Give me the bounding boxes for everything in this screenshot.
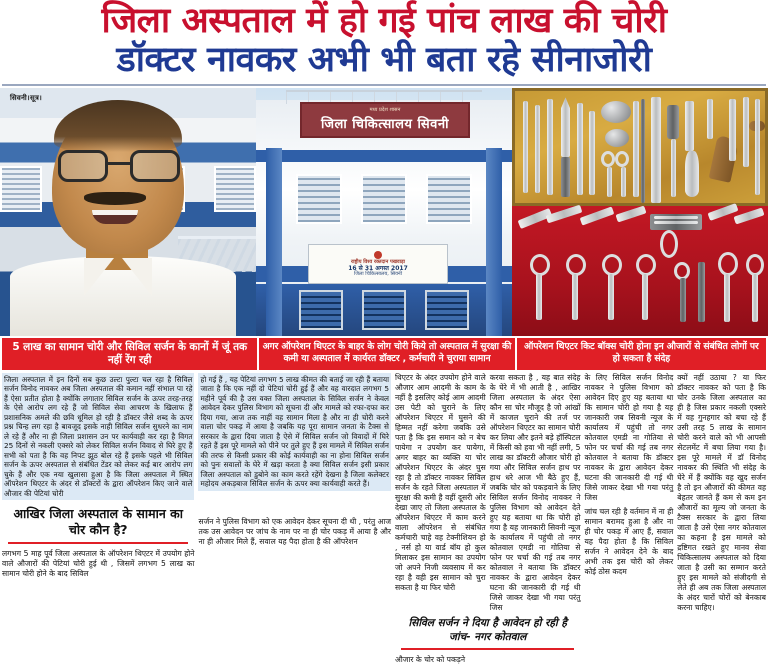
column-4-sub-a — [584, 373, 673, 613]
building-base-window — [299, 290, 343, 330]
glasses-bridge — [108, 162, 130, 165]
column-2-paragraph: हो गई हैं , यह पेटियां लगभग 5 लाख कीमत की बताई जा रही हैं बताया जाता है कि एक नहीं दो पेटियां चोरी हुई हैं और वह वारदात लगभग 5 महीने पूर्व की है उस वक्त जिला अस्पताल के सिविल सर्जन ने केवल आवेदन देकर पुलिस विभाग को सूचना दी और मामले को रफा-दफा कर दिया गया, आज तक नाहीं वह सामान मिला है और ना ही चोरी करने वाला चोर पकड़ में आया है जबकि यह पूरा सामान जनता के टैक्स से सरकार के द्वारा दिया जाता है ऐसे में सिविल सर्जन जो विवादों में घिरे रहते हैं इस पूरे मामले को पीने पर तुले हुए हैं इस मामले में सिविल सर्जन की तरफ से किसी प्रकार की कोई कार्यवाही का ना होना सिविल सर्जन को पुनः सवालों के घेरे में खड़ा करता है क्या सिविल सर्जन इसी प्रकार जिला अस्पताल को डुबोने का काम करते रहेंगे देखना है जिला कलेक्टर महोदय अकड़बाज सिविल सर्जन के ऊपर क्या कार्यवाही करते हैं। — [200, 374, 389, 489]
column-4-sub-b — [677, 373, 766, 613]
column-4-paragraph-a: के लिए सिविल सर्जन विनोद नावकर ने पुलिस विभाग को आवेदन दिए हुए यह बताया था कि सामान चोरी हो गया है यह जानकारी जब सिवनी न्यूज के कार्यालय में पहुंची तो नगर कोतवाल एमडी ना गोतिया से फोन पर चर्चा की गई तब नगर कोतवाल ने बताया कि डॉक्टर नावकर के द्वारा आवेदन देकर घटना की जानकारी दी गई थी जिसे जाकर देखा भी गया परंतु जिस — [584, 372, 674, 503]
caption-bar-3: ऑपरेशन थिएटर किट बॉक्स चोरी होना इन औजारों से संबंधित लोगों पर हो सकता है संदेह — [517, 338, 766, 370]
column-1-tinted-block — [2, 373, 194, 500]
headline-line-2: डॉक्टर नावकर अभी भी बता रहे सीनाजोरी — [116, 40, 652, 81]
subheadline-1: आखिर जिला अस्पताल के सामान का चोर कौन है? — [13, 506, 183, 537]
headline-divider — [2, 84, 766, 86]
caption-bar-2: अगर ऑपरेशन थिएटर के बाहर के लोग चोरी किये तो अस्पताल में सुरक्षा की कमी या अस्पताल में कार्यरत डॉक्टर , कर्मचारी ने चुराया सामान — [259, 338, 514, 370]
banner-line-1: राष्ट्रीय विश्व रक्तदान पखवाड़ा — [351, 258, 405, 265]
bg-window — [0, 166, 42, 212]
article-body — [0, 370, 768, 665]
building-pillar-right — [486, 148, 502, 336]
column-2-tinted-block — [198, 373, 390, 491]
building-base-window-row — [290, 290, 478, 330]
column-4-paragraph-b: क्यों नहीं उठाया ? या फिर डॉक्टर नावकर को पता है कि चोर उनके जिला अस्पताल का ही है जिस प्रकार नकली एक्सरे में वह गुनहगार को बचा रहे हैं उसी तरह 5 लाख के सामान चोरी करने वाले को भी आपसी सेटलमेंट में बचा लिया गया है। इस पूरे मामले में डॉ विनोद नावकर की स्थिति भी संदेह के घेरे में हैं क्योंकि वह खुद सर्जन है तो इन औजारों की कीमत वह बेहतर जानते हैं कम से कम इन औजारों का मूल्य जो जनता के टैक्स सरकार के द्वारा लिया जाता है उसे ऐसा नगर कोतवाल का कहना है इस मामले को द्रष्टिगत रखते हुए मानव सेवा चिकित्सालय अस्पताल को दिया जाता है उसी का सम्मान करते हुए इस मामले को संजीदगी से लेते ही अब तक जिला अस्पताल के अंदर चारों चोरों को बेनकाब करना चाहिए। — [677, 372, 766, 613]
column-3-paragraph-a: थिएटर के अंदर उपयोग होने वाले औजार आम आदमी के काम के नहीं है इसलिए कोई आम आदमी उस पेटी को चुराने के लिए ऑपरेशन थिएटर में घुसने की हिम्मत नहीं करेगा जबकि उसे पता है कि इस समान को न बेच पायेगा न उपयोग कर पायेगा, अगर बाहर का व्यक्ति या चोर ऑपरेशन थिएटर के अंदर घुस रहा है तो डॉक्टर नावकर सिविल सर्जन के रहते जिला अस्पताल में सुरक्षा की कमी है वहीं दूसरी ओर देखा जाए तो जिला अस्पताल के ऑपरेशन थिएटर में काम करने वाला ऑपरेशन से संबंधित कर्मचारी चाहे वह टेक्नीशियन हो , नर्स हो या वार्ड बॉय हो कुल मिलाकर इस सामान का उपयोग जो अपने निजी व्यवसाय में कर रहा है वही इस सामान को चुरा सकता है या फिर चोरी — [394, 372, 486, 593]
photo-portrait-civil-surgeon — [0, 88, 256, 336]
banner-logo-icon — [374, 251, 382, 259]
blood-donation-banner — [308, 244, 448, 284]
headline-block — [0, 0, 768, 80]
building-base-window — [425, 290, 469, 330]
column-4-split — [584, 373, 766, 613]
building-window-row — [286, 174, 482, 224]
column-3-paragraph-b: करवा सकता है , यह बात संदेह के घेरे में भी आती है , आखिर जिला अस्पताल के अंदर ऐसा कौन सा चोर मौजूद है जो आंखों में काजल चुराने की तर्ज पर ऑपरेशन थिएटर का सामान चोरी कर लिया और इतने बड़े हॉस्पिटल में किसी को हवा भी नहीं लगी, 5 लाख का डॉक्टरी औजार चोरी हो गया और सिविल सर्जन हाथ पर हाथ धरे आज भी बैठे हुए हैं, जबकि चोर को पकड़वाने के लिए सिविल सर्जन विनोद नावकर ने पुलिस विभाग को आवेदन देते हुए यह बताया था कि चोरी हो गया है यह जानकारी सिवनी न्यूज के कार्यालय में पहुंची तो नगर कोतवाल एमडी ना गोतिया से फोन पर चर्चा की गई तब नगर कोतवाल ने बताया कि डॉक्टर नावकर के द्वारा आवेदन देकर घटना की जानकारी दी गई थी जिसे जाकर देखा भी गया परंतु जिस — [489, 372, 581, 613]
portrait-collar-left — [84, 258, 114, 296]
article-column-2 — [198, 373, 390, 646]
portrait-glasses — [58, 150, 180, 184]
signboard-title: जिला चिकित्सालय सिवनी — [321, 117, 449, 133]
building-window — [296, 174, 342, 224]
instrument-tray-red — [512, 206, 768, 336]
column-3-sub-a — [395, 373, 486, 613]
article-column-1 — [2, 373, 194, 646]
photo-surgical-instruments — [512, 88, 768, 336]
building-pillar-left — [266, 148, 282, 336]
headline-line-1: जिला अस्पताल में हो गई पांच लाख की चोरी — [101, 1, 667, 41]
photo-credit: सिवनी।सूत्र। — [10, 94, 43, 103]
instrument-case-wood — [512, 88, 768, 206]
column-1-paragraph-after-subhead: लगभग 5 माह पूर्व जिला अस्पताल के ऑपरेशन थिएटर में उपयोग होने वाले औजारों की पेटियां चोरी हुई थी , जिसमें लगभग 5 लाख का सामान चोरी होने के बाद सिविल — [2, 549, 195, 579]
banner-line-2: 16 से 31 अगस्त 2017 — [348, 265, 408, 273]
subheadline-2: सिविल सर्जन ने दिया है आवेदन हो रही है जांच- नगर कोतवाल — [408, 617, 567, 643]
signboard-subtitle: मध्य प्रदेश शासन — [369, 107, 401, 114]
article-column-4 — [584, 373, 766, 646]
building-window — [426, 174, 472, 224]
column-4-paragraph-c: जांच चल रही है वर्तमान में ना ही सामान बरामद हुआ है और ना ही चोर पकड़ में आए हैं, सवाल यह पैदा होता है कि सिविल सर्जन ने आवेदन देने के बाद अभी तक इस चोरी को लेकर कोई ठोस कदम — [584, 507, 674, 577]
column-2-paragraph-bottom: सर्जन ने पुलिस विभाग को एक आवेदन देकर सूचना दी थी , परंतु आज तक उस आवेदन पर जांच के नाम पर ना ही चोर पकड़ में आया है और ना ही औजार मिले हैं, सवाल यह पैदा होता है की ऑपरेशन — [198, 516, 391, 546]
photo-hospital-building — [256, 88, 512, 336]
caption-bar-1: 5 लाख का सामान चोरी और सिविल सर्जन के कानों में जूं तक नहीं रेंग रही — [2, 338, 257, 370]
article-column-3 — [394, 372, 581, 665]
column-3-sub-b — [490, 373, 581, 613]
glasses-lens-left — [58, 150, 108, 182]
subheadline-2-rule — [401, 648, 575, 651]
subheadline-1-rule — [8, 542, 188, 545]
building-window — [361, 174, 407, 224]
building-base-window — [362, 290, 406, 330]
column-1-paragraph: जिला अस्पताल में इन दिनों सब कुछ उल्टा पुल्टा चल रहा है सिविल सर्जन विनोद नावकर अब जिला अस्पताल की कमान नहीं संभाल पा रहे हैं ऐसा प्रतीत होता है क्योंकि लगातार सिविल सर्जन के ऊपर तरह-तरह के ऐसे आरोप लग रहे हैं जो सिविल सेवा आचरण के खिलाफ हैं प्रशासनिक अमले की छवि धूमिल हो रही है डॉक्टर जैसे शब्द के ऊपर प्रश्न चिन्ह लग रहा है बावजूद इसके नाही सिविल सर्जन सुधरने का नाम ले रहे हैं और ना ही जिला प्रशासन उन पर कार्यवाही कर रहा है विगत 25 दिनों से नकली एक्सरे को लेकर सिविल सर्जन विवाद से घिरे हुए हैं सभी को पता है कि वह निपट झूठ बोल रहे हैं इसके पहले भी सिविल सर्जन के ऊपर अस्पताल से संबंधित टेंडर को लेकर कई बार आरोप लग चुके हैं और एक नया खुलासा हुआ है कि जिला अस्पताल में स्थित ऑपरेशन थिएटर के अंदर से डॉक्टरों के द्वारा ऑपरेशन किए जाने वाले औजार की पेटियां चोरी — [4, 374, 193, 498]
banner-line-3: जिला चिकित्सालय, सिवनी — [354, 271, 402, 278]
hospital-signboard — [300, 102, 470, 138]
column-3-paragraph-bottom: औजार के चोर को पकड़ने — [394, 655, 466, 665]
building-stripe-top — [256, 150, 512, 162]
bg-window — [214, 166, 256, 212]
portrait-collar-right — [122, 258, 152, 296]
photo-strip — [0, 88, 768, 336]
caption-row — [0, 336, 768, 370]
glasses-lens-right — [130, 150, 180, 182]
column-3-split — [395, 373, 581, 613]
